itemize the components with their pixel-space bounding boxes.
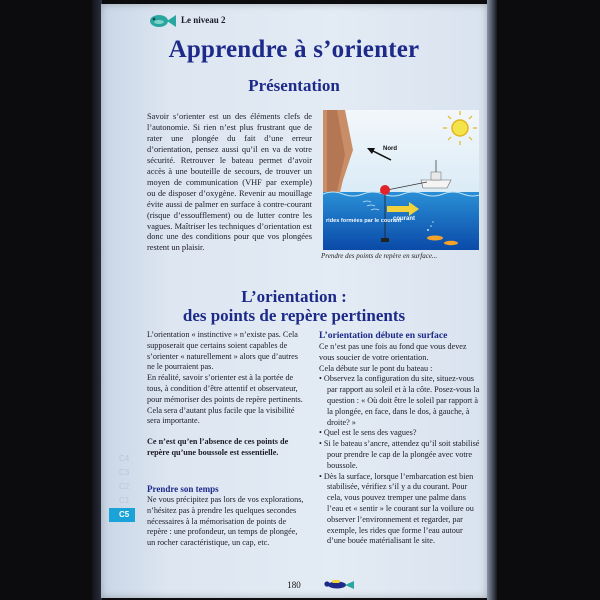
section-title-line2: des points de repère pertinents: [182, 306, 406, 325]
tab-c1[interactable]: C1: [119, 496, 130, 505]
bullet-item: • Observez la configuration du site, situez-vous par rapport au soleil et à la côte. Posez-vous la question : « Où doit être le soleil par rapport à la plongée, en face, dans le dos, à gauche, à droite? »: [319, 374, 480, 427]
right-column: [319, 342, 481, 547]
left-column: [147, 330, 307, 459]
right-paragraph-2: Cela débute sur le pont du bateau :: [319, 363, 433, 373]
prendre-temps-heading: Prendre son temps: [147, 484, 219, 494]
bullet-item: • Si le bateau s’ancre, attendez qu’il soit stabilisé pour prendre le cap de la plongée avec votre boussole.: [319, 439, 480, 470]
fish-logo-icon: [147, 12, 177, 30]
left-paragraph-3: Cela sera d’autant plus facile que la visibilité sera importante.: [147, 405, 295, 426]
nord-label: Nord: [383, 146, 397, 152]
section-title-line1: L’orientation :: [241, 287, 347, 306]
book-page: [101, 4, 487, 598]
level-tabs: [109, 452, 135, 522]
section-subtitle: Présentation: [248, 76, 340, 95]
book-edge-shadow: [487, 0, 497, 600]
rides-label: rides formées par le courant: [326, 218, 402, 224]
svg-text:rides formées par le courant: [326, 218, 401, 224]
boussole-note: Ce n’est qu’en l’absence de ces points de repère qu’une boussole est essentielle.: [147, 437, 289, 457]
tab-c2[interactable]: C2: [119, 482, 130, 491]
bullet-item: • Dès la surface, lorsque l’embarcation est bien stabilisée, vérifiez s’il y a du courant. Pour cela, vous pouvez tremper une palme dans l’eau et « sentir » le courant sur la voilure ou observer l’environnement et regarder, par exemple, les rides que forme l’eau autour d’une bouée matérialisant le site.: [319, 471, 474, 546]
tab-c5-active[interactable]: C5: [109, 508, 135, 522]
bullet-item: • Quel est le sens des vagues?: [319, 428, 417, 438]
courant-label: courant: [393, 216, 416, 222]
intro-paragraph: Savoir s’orienter est un des éléments clefs de l’autonomie. Si rien n’est plus frustrant que de rater une plongée du fait d’une erreur d’orientation, pensez aussi qu’il en va de votre sécurité. Retrouver le bateau permet d’avoir accès à une bouteille de secours, de trouver un moyen de communication (VHF par exemple) ou de disposer d’oxygène. Revenir au mouillage évite aussi de palmer en surface à contre-courant (risque d’essoufflement) ou de lutter contre les vagues. Maîtriser les techniques d’orientation est donc une des conditions pour que vos plongées restent un plaisir.: [147, 112, 312, 253]
left-paragraph-2: En réalité, savoir s’orienter est à la portée de tous, à condition d’être attentif et observateur, pour mémoriser des points de repère pertinents.: [147, 373, 303, 404]
orientation-illustration: [323, 110, 479, 250]
prendre-temps-paragraph: Ne vous précipitez pas lors de vos explorations, n’hésitez pas à prendre les quelques secondes nécessaires à la mémorisation de points de repère : une profondeur, un temps de plongée, un rocher caractéristique, un cap, etc.: [147, 495, 304, 548]
illustration-caption: Prendre des points de repère en surface...: [321, 252, 438, 260]
tab-c3[interactable]: C3: [119, 468, 130, 477]
right-paragraph-1: Ce n’est pas une fois au fond que vous devez vous soucier de votre orientation.: [319, 342, 467, 362]
section-title: [101, 287, 487, 325]
diver-icon: [317, 578, 357, 592]
tab-c4[interactable]: C4: [119, 454, 130, 463]
page-number: 180: [287, 580, 301, 590]
surface-heading: L’orientation débute en surface: [319, 330, 448, 341]
page-title: Apprendre à s’orienter: [168, 36, 420, 63]
left-paragraph-1: L’orientation « instinctive » n’existe pas. Cela supposerait que certains soient capables de s’orienter « naturellement » alors que d’autres ne le pourraient pas.: [147, 330, 298, 372]
chapter-label: Le niveau 2: [181, 15, 226, 25]
